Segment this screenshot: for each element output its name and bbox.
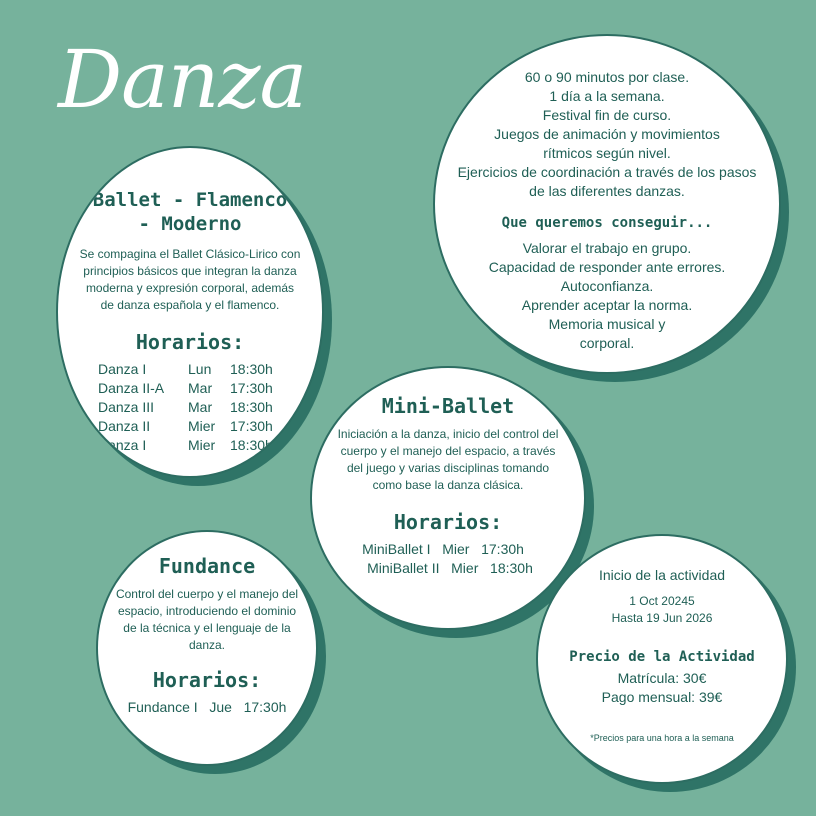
goal-item: corporal. (579, 335, 635, 351)
matricula: Matrícula: 30€ (617, 670, 707, 686)
end-date: Hasta 19 Jun 2026 (611, 611, 713, 625)
schedule-time: 18:30h (230, 361, 273, 377)
info-line: Festival fin de curso. (542, 107, 672, 123)
info-line: 1 día a la semana. (549, 88, 665, 104)
info-line: Ejercicios de coordinación a través de los pasos (457, 164, 757, 180)
schedule-day: Mier (451, 560, 479, 576)
precio-note: *Precios para una hora a la semana (590, 733, 734, 743)
goal-item: Memoria musical y (548, 316, 666, 332)
schedule-class: MiniBallet II (367, 560, 440, 576)
schedule-time: 17:30h (230, 418, 273, 434)
start-label: Inicio de la actividad (598, 567, 726, 583)
schedule-day: Mier (188, 437, 216, 453)
ballet-description: Se compagina el Ballet Clásico-Lirico con principios básicos que integran la danza moderna y expresión corporal, además de danza española y el flamenco. (79, 247, 301, 312)
schedule-time: 17:30h (230, 380, 273, 396)
goals-heading: Que queremos conseguir... (501, 215, 713, 231)
info-line: rítmicos según nivel. (543, 145, 671, 161)
schedule-day: Lun (188, 361, 212, 377)
precio-circle (536, 534, 788, 784)
fundance-horarios-label: Horarios: (152, 668, 262, 692)
schedule-time: 17:30h (481, 541, 524, 557)
schedule-time: 18:30h (230, 437, 273, 453)
schedule-day: Mar (188, 380, 213, 396)
ballet-horarios-label: Horarios: (135, 330, 245, 354)
fundance-schedule (112, 698, 302, 717)
schedule-class: Danza II (98, 418, 151, 434)
ballet-heading-line: - Moderno (138, 213, 242, 235)
ballet-circle (56, 146, 324, 478)
schedule-day: Mar (188, 399, 213, 415)
schedule-day: Mier (188, 418, 216, 434)
schedule-class: Danza III (98, 399, 155, 415)
info-line: Juegos de animación y movimientos (494, 126, 720, 142)
schedule-time: 18:30h (490, 560, 533, 576)
goal-item: Capacidad de responder ante errores. (488, 259, 726, 275)
schedule-time: 18:30h (230, 399, 273, 415)
goal-item: Aprender aceptar la norma. (521, 297, 693, 313)
fundance-circle (96, 530, 318, 766)
info-line: de las diferentes danzas. (529, 183, 685, 199)
goals-list (435, 239, 779, 353)
start-date: 1 Oct 20245 (629, 594, 695, 608)
schedule-class: MiniBallet I (362, 541, 431, 557)
schedule-time: 17:30h (243, 699, 287, 715)
precio-heading: Precio de la Actividad (569, 649, 755, 665)
miniballet-description: Iniciación a la danza, inicio del control del cuerpo y el manejo del espacio, a través del juego y varias disciplinas tomando como base la danza clásica. (337, 427, 559, 492)
fundance-description: Control del cuerpo y el manejo del espacio, introduciendo el dominio de la técnica y el lenguaje de la danza. (115, 587, 299, 652)
schedule-day: Jue (209, 699, 232, 715)
schedule-day: Mier (442, 541, 470, 557)
schedule-class: Fundance I (127, 699, 198, 715)
schedule-row (314, 540, 572, 559)
info-circle (433, 34, 781, 374)
info-list (435, 68, 779, 201)
schedule-row (328, 559, 572, 578)
page-title: Danza (58, 33, 307, 126)
miniballet-heading: Mini-Ballet (381, 394, 515, 418)
schedule-class: Danza II-A (98, 380, 165, 396)
ballet-schedule (98, 360, 308, 455)
ballet-heading (72, 188, 308, 236)
pago-mensual: Pago mensual: 39€ (601, 689, 723, 705)
fundance-heading: Fundance (158, 554, 256, 578)
schedule-class: Danza I (98, 437, 147, 453)
goal-item: Autoconfianza. (560, 278, 654, 294)
schedule-class: Danza I (98, 361, 147, 377)
info-line: 60 o 90 minutos por clase. (524, 69, 690, 85)
miniballet-schedule (324, 540, 572, 578)
miniballet-circle (310, 366, 586, 630)
miniballet-horarios-label: Horarios: (393, 510, 503, 534)
goal-item: Valorar el trabajo en grupo. (522, 240, 692, 256)
ballet-heading-line: Ballet - Flamenco (92, 189, 288, 211)
